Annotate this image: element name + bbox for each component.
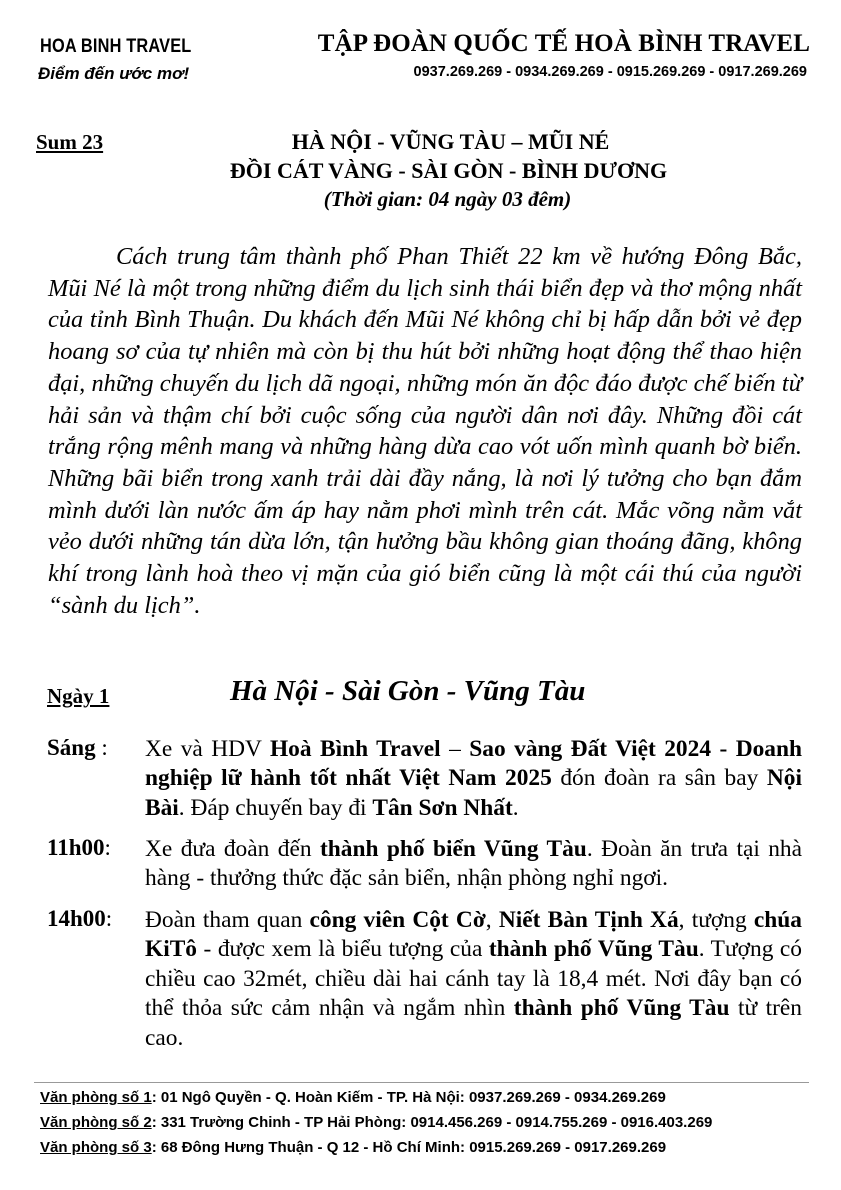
header-hotlines: 0937.269.269 - 0934.269.269 - 0915.269.269 - 0917.269.269 xyxy=(413,64,807,80)
tour-code: Sum 23 xyxy=(36,130,104,154)
footer-office-2: Văn phòng số 2: 331 Trường Chinh - TP Hải Phòng: 0914.456.269 - 0914.755.269 - 0916.403.269 xyxy=(40,1114,713,1131)
intro-paragraph: Cách trung tâm thành phố Phan Thiết 22 km về hướng Đông Bắc, Mũi Né là một trong những điểm du lịch sinh thái biển đẹp và thơ mộng nhất của tỉnh Bình Thuận. Du khách đến Mũi Né không chỉ bị hấp dẫn bởi vẻ đẹp hoang sơ của tự nhiên mà còn bị thu hút bởi những hoạt động thể thao hiện đại, những chuyến du lịch dã ngoại, những món ăn độc đáo được chế biến từ hải sản và thậm chí bởi cuộc sống của người dân nơi đây. Những đồi cát trắng rộng mênh mang và những hàng dừa cao vót uốn mình quanh bờ biển. Những bãi biển trong xanh trải dài đầy nắng, là nơi lý tưởng cho bạn đắm mình dưới làn nước ấm áp hay nằm phơi mình trên cát. Mắc võng nằm vắt vẻo dưới những tán dừa lớn, tận hưởng bầu không gian thoáng đãng, không khí trong lành hoà theo vị mặn của gió biển cũng là một cái thú của người “sành du lịch”. xyxy=(48,243,802,619)
schedule-time-11h00: 11h00: xyxy=(47,835,111,860)
schedule-text-14h00: Đoàn tham quan công viên Cột Cờ, Niết Bàn Tịnh Xá, tượng chúa KiTô - được xem là biểu tượng của thành phố Vũng Tàu. Tượng có chiều cao 32mét, chiều dài hai cánh tay là 18,4 mét. Nơi đây bạn có thể thỏa sức cảm nhận và ngắm nhìn thành phố Vũng Tàu từ trên cao. xyxy=(145,907,802,1051)
footer-divider xyxy=(34,1082,809,1083)
tour-duration: (Thời gian: 04 ngày 03 đêm) xyxy=(323,187,572,211)
day-label: Ngày 1 xyxy=(47,684,110,708)
tour-title-line-1: HÀ NỘI - VŨNG TÀU – MŨI NÉ xyxy=(291,129,610,154)
schedule-time-14h00: 14h00: xyxy=(47,906,113,931)
company-name: TẬP ĐOÀN QUỐC TẾ HOÀ BÌNH TRAVEL xyxy=(317,30,810,57)
footer-office-1: Văn phòng số 1: 01 Ngô Quyền - Q. Hoàn Kiếm - TP. Hà Nội: 0937.269.269 - 0934.269.269 xyxy=(40,1089,666,1106)
schedule-time-morning: Sáng : xyxy=(47,735,108,760)
day-title: Hà Nội - Sài Gòn - Vũng Tàu xyxy=(230,675,586,707)
brand-logo-text: HOA BINH TRAVEL xyxy=(40,36,192,57)
schedule-text-morning: Xe và HDV Hoà Bình Travel – Sao vàng Đất Việt 2024 - Doanh nghiệp lữ hành tốt nhất Việt Nam 2025 đón đoàn ra sân bay Nội Bài. Đáp chuyến bay đi Tân Sơn Nhất. xyxy=(145,736,802,821)
tour-title-line-2: ĐỒI CÁT VÀNG - SÀI GÒN - BÌNH DƯƠNG xyxy=(229,158,668,183)
footer-office-3: Văn phòng số 3: 68 Đông Hưng Thuận - Q 12 - Hồ Chí Minh: 0915.269.269 - 0917.269.269 xyxy=(40,1139,667,1156)
brand-slogan: Điểm đến ước mơ! xyxy=(38,64,190,83)
schedule-text-11h00: Xe đưa đoàn đến thành phố biển Vũng Tàu. Đoàn ăn trưa tại nhà hàng - thưởng thức đặc sản biển, nhận phòng nghỉ ngơi. xyxy=(145,836,803,892)
